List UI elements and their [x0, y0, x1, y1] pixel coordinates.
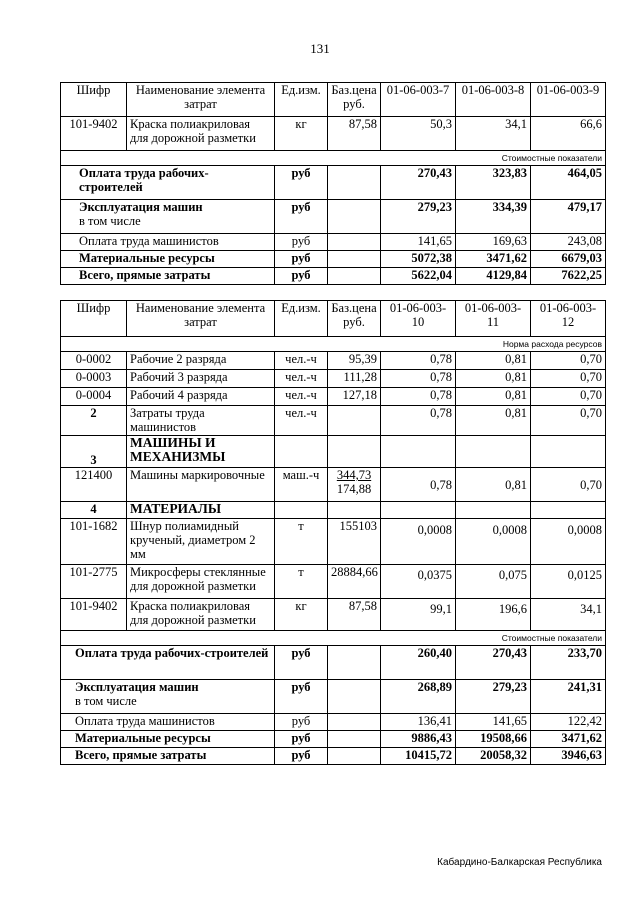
cost-value-2: 3471,62 [456, 251, 531, 268]
table-row [61, 468, 606, 502]
cost-value-3: 243,08 [531, 234, 606, 251]
cost-row [61, 748, 606, 765]
table-row [61, 370, 606, 388]
table-row [61, 519, 606, 565]
cost-value-3: 3471,62 [531, 731, 606, 748]
header-price: Баз.цена руб. [328, 83, 381, 117]
row-value-2: 0,0008 [456, 519, 531, 565]
row-value-3: 34,1 [531, 599, 606, 631]
page-number: 131 [310, 41, 330, 56]
row-value-2: 34,1 [456, 117, 531, 151]
cost-row [61, 268, 606, 285]
row-code: 101-2775 [61, 565, 127, 599]
cost-sub-label: в том числе [79, 214, 141, 228]
table-header-row [61, 83, 606, 117]
header-name: Наименование элемента затрат [127, 83, 275, 117]
header-col-3: 01-06-003-12 [531, 301, 606, 337]
row-value-3: 66,6 [531, 117, 606, 151]
cost-unit: руб [275, 200, 328, 234]
row-value-1: 0,78 [381, 370, 456, 388]
row-name: Рабочие 2 разряда [127, 352, 275, 370]
row-value-1: 0,0008 [381, 519, 456, 565]
row-unit: чел.-ч [275, 352, 328, 370]
cost-unit: руб [275, 748, 328, 765]
row-code: 0-0003 [61, 370, 127, 388]
row-name: Краска полиакриловая для дорожной разметки [127, 599, 275, 631]
row-code: 121400 [61, 468, 127, 502]
table-row [61, 117, 606, 151]
cost-unit: руб [275, 714, 328, 731]
header-col-2: 01-06-003-11 [456, 301, 531, 337]
cost-sub-label: в том числе [75, 694, 137, 708]
cost-name: Всего, прямые затраты [61, 268, 275, 285]
row-price: 127,18 [328, 388, 381, 406]
cost-row [61, 200, 606, 234]
cost-name: Оплата труда машинистов [61, 714, 275, 731]
cost-caption: Стоимостные показатели [61, 151, 606, 166]
norm-caption-row [61, 337, 606, 352]
row-price: 87,58 [328, 117, 381, 151]
cost-value-3: 122,42 [531, 714, 606, 731]
row-code: 101-1682 [61, 519, 127, 565]
cost-unit: руб [275, 646, 328, 680]
header-col-1: 01-06-003-10 [381, 301, 456, 337]
row-price: 155103 [328, 519, 381, 565]
row-value-2: 0,81 [456, 388, 531, 406]
cost-name: Материальные ресурсы [61, 731, 275, 748]
row-name: Затраты труда машинистов [127, 406, 275, 436]
row-value-3: 0,70 [531, 370, 606, 388]
row-code: 0-0004 [61, 388, 127, 406]
cost-value-2: 334,39 [456, 200, 531, 234]
header-name: Наименование элемента затрат [127, 301, 275, 337]
cost-name-cell [61, 680, 275, 714]
row-name: Рабочий 4 разряда [127, 388, 275, 406]
cost-unit: руб [275, 166, 328, 200]
header-code: Шифр [61, 301, 127, 337]
header-unit: Ед.изм. [275, 301, 328, 337]
cost-value-2: 323,83 [456, 166, 531, 200]
row-value-1: 99,1 [381, 599, 456, 631]
cost-name: Оплата труда рабочих-строителей [61, 646, 275, 680]
row-value-3: 0,70 [531, 468, 606, 502]
row-value-2: 0,81 [456, 406, 531, 436]
cost-value-3: 233,70 [531, 646, 606, 680]
norm-caption: Норма расхода ресурсов [61, 337, 606, 352]
estimate-table-1 [60, 82, 606, 285]
row-name: Машины маркировочные [127, 468, 275, 502]
row-unit: чел.-ч [275, 406, 328, 436]
row-value-2: 0,81 [456, 370, 531, 388]
row-value-1: 0,78 [381, 468, 456, 502]
row-price: 95,39 [328, 352, 381, 370]
cost-name: Эксплуатация машин [75, 680, 199, 694]
cost-name: Эксплуатация машин [79, 200, 203, 214]
row-code: 0-0002 [61, 352, 127, 370]
cost-row [61, 714, 606, 731]
cost-row [61, 680, 606, 714]
section-title: МАТЕРИАЛЫ [127, 502, 275, 519]
row-price: 344,73 [336, 468, 372, 482]
table-row [61, 352, 606, 370]
cost-caption-row [61, 631, 606, 646]
cost-value-1: 279,23 [381, 200, 456, 234]
cost-value-1: 136,41 [381, 714, 456, 731]
cost-row [61, 646, 606, 680]
table-header-row [61, 301, 606, 337]
table-row [61, 599, 606, 631]
cost-value-1: 260,40 [381, 646, 456, 680]
cost-row [61, 166, 606, 200]
row-code: 101-9402 [61, 117, 127, 151]
row-value-2: 0,81 [456, 468, 531, 502]
cost-name: Оплата труда рабочих-строителей [61, 166, 275, 200]
header-col-1: 01-06-003-7 [381, 83, 456, 117]
table-row [61, 406, 606, 436]
cost-caption-row [61, 151, 606, 166]
header-col-2: 01-06-003-8 [456, 83, 531, 117]
cost-value-1: 270,43 [381, 166, 456, 200]
cost-name: Материальные ресурсы [61, 251, 275, 268]
cost-row [61, 731, 606, 748]
header-col-3: 01-06-003-9 [531, 83, 606, 117]
section-code: 3 [61, 436, 127, 468]
cost-value-2: 169,63 [456, 234, 531, 251]
cost-value-3: 241,31 [531, 680, 606, 714]
cost-unit: руб [275, 268, 328, 285]
cost-value-1: 10415,72 [381, 748, 456, 765]
row-value-3: 0,70 [531, 388, 606, 406]
row-price: 111,28 [328, 370, 381, 388]
cost-value-2: 19508,66 [456, 731, 531, 748]
row-name: Рабочий 3 разряда [127, 370, 275, 388]
cost-name: Оплата труда машинистов [61, 234, 275, 251]
table-row [61, 388, 606, 406]
row-unit: чел.-ч [275, 370, 328, 388]
row-value-1: 0,78 [381, 406, 456, 436]
cost-value-1: 9886,43 [381, 731, 456, 748]
section-code: 4 [61, 502, 127, 519]
row-value-1: 50,3 [381, 117, 456, 151]
cost-value-1: 268,89 [381, 680, 456, 714]
row-code: 2 [61, 406, 127, 436]
row-value-1: 0,0375 [381, 565, 456, 599]
cost-value-3: 3946,63 [531, 748, 606, 765]
section-title: МАШИНЫ И МЕХАНИЗМЫ [127, 436, 275, 468]
row-value-1: 0,78 [381, 388, 456, 406]
row-value-2: 0,81 [456, 352, 531, 370]
cost-value-2: 270,43 [456, 646, 531, 680]
cost-value-2: 4129,84 [456, 268, 531, 285]
row-price: 28884,66 [328, 565, 381, 599]
header-code: Шифр [61, 83, 127, 117]
row-unit: чел.-ч [275, 388, 328, 406]
row-unit: кг [275, 117, 328, 151]
header-price: Баз.цена руб. [328, 301, 381, 337]
row-value-1: 0,78 [381, 352, 456, 370]
cost-value-3: 479,17 [531, 200, 606, 234]
row-value-3: 0,70 [531, 352, 606, 370]
row-value-3: 0,0125 [531, 565, 606, 599]
cost-value-3: 464,05 [531, 166, 606, 200]
row-value-3: 0,70 [531, 406, 606, 436]
row-unit: т [275, 519, 328, 565]
cost-value-1: 5622,04 [381, 268, 456, 285]
cost-row [61, 251, 606, 268]
header-unit: Ед.изм. [275, 83, 328, 117]
row-value-2: 196,6 [456, 599, 531, 631]
row-price-sub: 174,88 [336, 482, 372, 496]
row-price: 87,58 [328, 599, 381, 631]
cost-unit: руб [275, 234, 328, 251]
cost-value-2: 20058,32 [456, 748, 531, 765]
row-unit: маш.-ч [275, 468, 328, 502]
section-row [61, 436, 606, 468]
cost-caption: Стоимостные показатели [61, 631, 606, 646]
table-row [61, 565, 606, 599]
footer-region: Кабардино-Балкарская Республика [437, 857, 602, 868]
cost-value-3: 6679,03 [531, 251, 606, 268]
cost-row [61, 234, 606, 251]
estimate-table-2 [60, 300, 606, 765]
cost-unit: руб [275, 680, 328, 714]
row-unit: т [275, 565, 328, 599]
section-row [61, 502, 606, 519]
cost-value-1: 141,65 [381, 234, 456, 251]
cost-unit: руб [275, 731, 328, 748]
row-name: Микросферы стеклянные для дорожной разметки [127, 565, 275, 599]
cost-value-2: 141,65 [456, 714, 531, 731]
cost-unit: руб [275, 251, 328, 268]
row-value-2: 0,075 [456, 565, 531, 599]
cost-value-3: 7622,25 [531, 268, 606, 285]
row-unit: кг [275, 599, 328, 631]
row-name: Краска полиакриловая для дорожной разметки [127, 117, 275, 151]
cost-name-cell [61, 200, 275, 234]
cost-value-2: 279,23 [456, 680, 531, 714]
row-price-cell [328, 468, 381, 502]
row-code: 101-9402 [61, 599, 127, 631]
row-value-3: 0,0008 [531, 519, 606, 565]
cost-name: Всего, прямые затраты [61, 748, 275, 765]
cost-value-1: 5072,38 [381, 251, 456, 268]
row-name: Шнур полиамидный крученый, диаметром 2 мм [127, 519, 275, 565]
